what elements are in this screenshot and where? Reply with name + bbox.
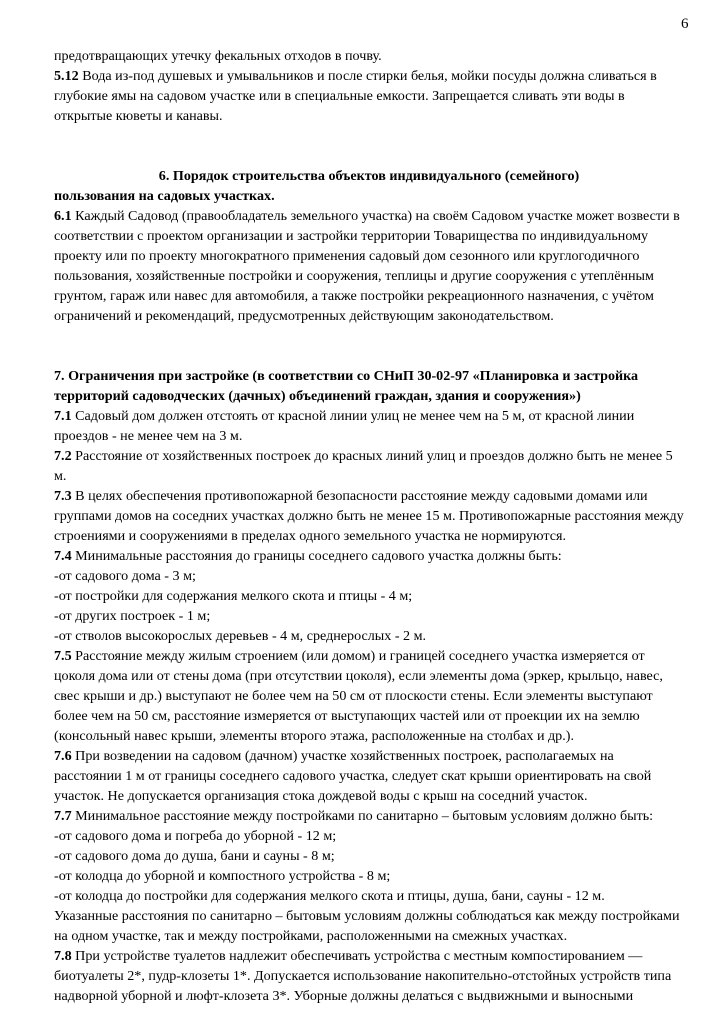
paragraph-7-4 xyxy=(54,546,684,566)
list-item: -от колодца до уборной и компостного устройства - 8 м; xyxy=(54,868,391,884)
section-6-title-line2: пользования на садовых участках. xyxy=(54,188,275,204)
clause-text: Расстояние от хозяйственных построек до красных линий улиц и проездов должно быть не менее 5 м. xyxy=(54,448,673,484)
paragraph-7-3 xyxy=(54,486,684,546)
clause-number: 7.7 xyxy=(54,808,72,824)
paragraph-7-2 xyxy=(54,446,684,486)
spacer xyxy=(54,126,684,166)
section-6-title-line1: 6. Порядок строительства объектов индивидуального (семейного) xyxy=(158,168,580,184)
page-number: 6 xyxy=(681,16,689,32)
clause-text: Минимальное расстояние между постройками по санитарно – бытовым условиям должно быть: xyxy=(71,808,654,824)
clause-text: Садовый дом должен отстоять от красной линии улиц не менее чем на 5 м, от красной линии проездов - не менее чем на 3 м. xyxy=(54,408,635,444)
clause-text: В целях обеспечения противопожарной безопасности расстояние между садовыми домами или группами домов на соседних участках должно быть не менее 15 м. Противопожарные расстояния между строениями и сооружениями в пределах одного земельного участка не нормируются. xyxy=(54,488,684,544)
list-item: -от садового дома - 3 м; xyxy=(54,568,196,584)
clause-text: Расстояние между жилым строением (или домом) и границей соседнего участка измеряется от цоколя дома или от стены дома (при отсутствии цоколя), если элементы дома (эркер, крыльцо, навес, свес крыши и др.) выступают не более чем на 50 см от плоскости стены. Если элементы выступают более чем на 50 см, расстояние измеряется от выступающих частей или от проекции их на землю (консольный навес крыши, элементы второго этажа, расположенные на столбах и др.). xyxy=(54,648,663,744)
clause-text: Каждый Садовод (правообладатель земельного участка) на своём Садовом участке может возвести в соответствии с проектом организации и застройки территории Товарищества по индивидуальному проекту или по проекту многократного применения садовый дом сезонного или круглогодичного пользования, хозяйственные постройки и сооружения, теплицы и другие сооружения с утеплённым грунтом, гараж или навес для автомобиля, а также постройки рекреационного назначения, с учётом ограничений и рекомендаций, предусмотренных действующим законодательством. xyxy=(54,208,680,324)
clause-text: При возведении на садовом (дачном) участке хозяйственных построек, располагаемых на расстоянии 1 м от границы соседнего садового участка, следует скат крыши ориентировать на свой участок. Не допускается организация стока дождевой воды с крыш на соседний участок. xyxy=(54,748,652,804)
spacer xyxy=(54,326,684,366)
clause-text: При устройстве туалетов надлежит обеспечивать устройства с местным компостированием — биотуалеты 2*, пудр-клозеты 1*. Допускается использование накопительно-отстойных устройств типа надворной уборной и люфт-клозета 3*. Уборные должны делаться с выдвижными и выносными xyxy=(54,948,672,1004)
paragraph-7-8 xyxy=(54,946,684,1006)
clause-number: 7.4 xyxy=(54,548,72,564)
list-item: -от садового дома до душа, бани и сауны - 8 м; xyxy=(54,848,335,864)
document-body xyxy=(54,46,684,1006)
paragraph-7-7 xyxy=(54,806,684,826)
clause-number: 7.5 xyxy=(54,648,72,664)
paragraph-7-7-note: Указанные расстояния по санитарно – бытовым условиям должны соблюдаться как между постройками на одном участке, так и между постройками, расположенными на смежных участках. xyxy=(54,908,680,944)
section-6-heading xyxy=(54,166,684,206)
paragraph-6-1 xyxy=(54,206,684,326)
clause-number: 7.2 xyxy=(54,448,72,464)
section-7-title-line1: 7. Ограничения при застройке (в соответствии со СНиП 30-02-97 «Планировка и застройка xyxy=(54,368,639,384)
clause-text: Минимальные расстояния до границы соседнего садового участка должны быть: xyxy=(71,548,562,564)
clause-number: 7.6 xyxy=(54,748,72,764)
list-item: -от стволов высокорослых деревьев - 4 м, среднерослых - 2 м. xyxy=(54,628,427,644)
clause-number: 6.1 xyxy=(54,208,72,224)
list-item: -от других построек - 1 м; xyxy=(54,608,211,624)
clause-number: 7.8 xyxy=(54,948,72,964)
list-item: -от постройки для содержания мелкого скота и птицы - 4 м; xyxy=(54,588,413,604)
clause-text: Вода из-под душевых и умывальников и после стирки белья, мойки посуды должна сливаться в глубокие ямы на садовом участке или в специальные емкости. Запрещается сливать эти воды в открытые кюветы и канавы. xyxy=(54,68,657,124)
clause-number: 7.3 xyxy=(54,488,72,504)
paragraph-5-12 xyxy=(54,66,684,126)
clause-number: 5.12 xyxy=(54,68,79,84)
paragraph-7-5 xyxy=(54,646,684,746)
clause-number: 7.1 xyxy=(54,408,72,424)
section-7-title-line2: территорий садоводческих (дачных) объединений граждан, здания и сооружения») xyxy=(54,388,581,404)
list-item: -от садового дома и погреба до уборной - 12 м; xyxy=(54,828,337,844)
section-7-heading xyxy=(54,366,684,406)
list-item: -от колодца до постройки для содержания мелкого скота и птицы, душа, бани, сауны - 12 м. xyxy=(54,888,605,904)
paragraph-7-1 xyxy=(54,406,684,446)
paragraph-7-6 xyxy=(54,746,684,806)
paragraph-continuation: предотвращающих утечку фекальных отходов в почву. xyxy=(54,48,382,64)
